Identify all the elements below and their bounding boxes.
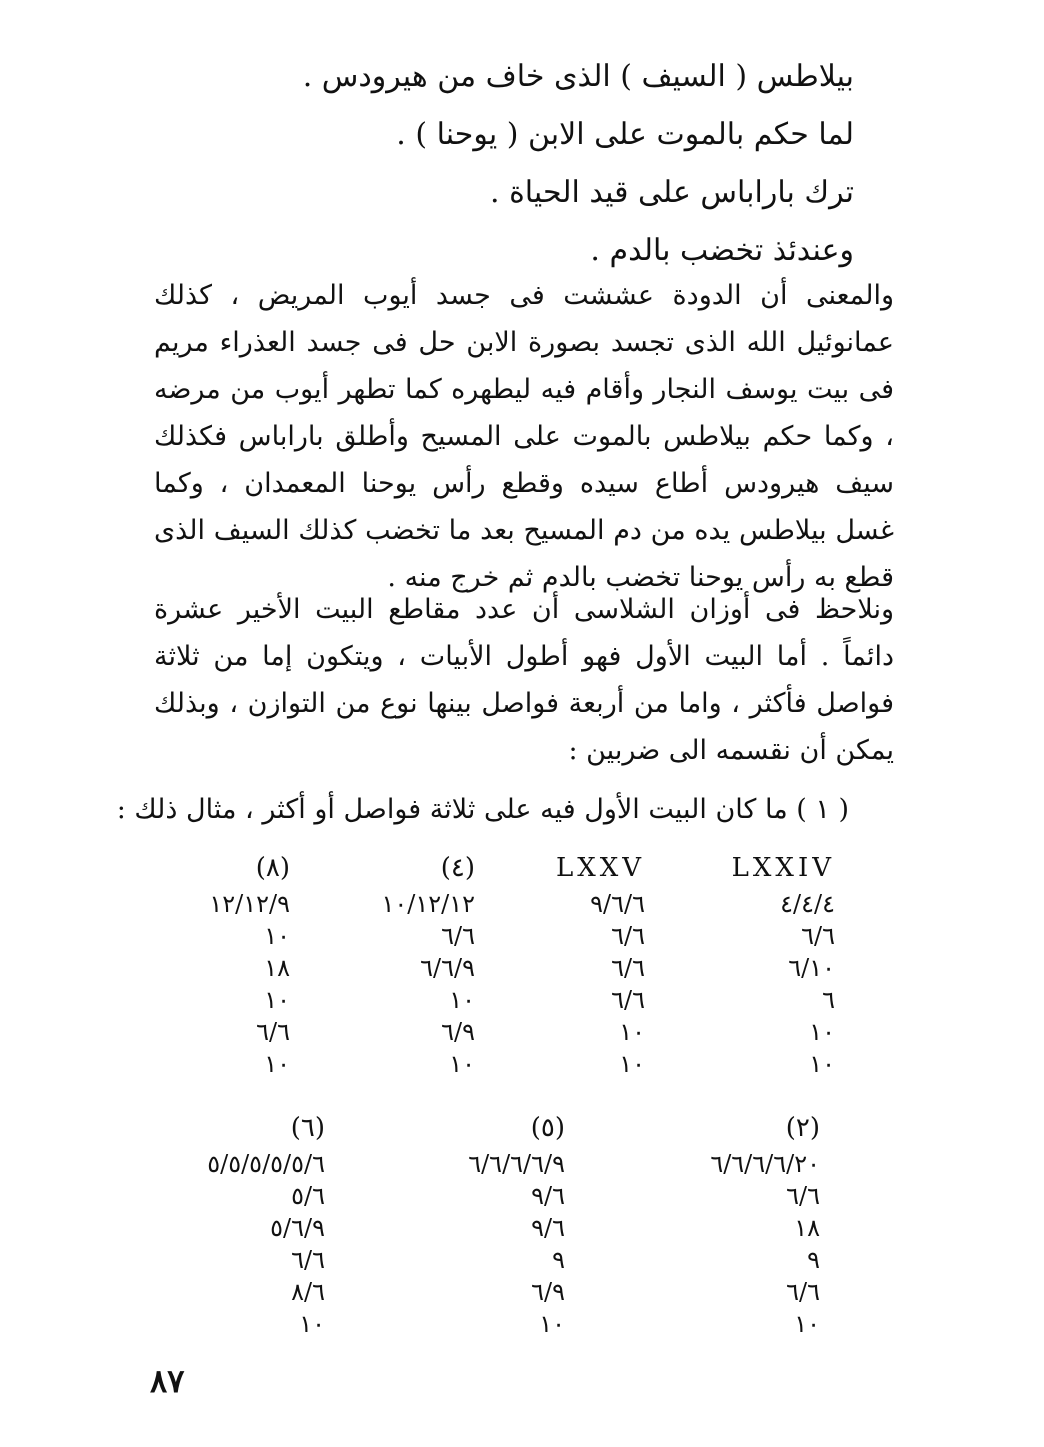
column-value: ٩/٦ [531, 1214, 565, 1242]
meter-column [615, 848, 835, 1080]
column-value: ١٠ [794, 1310, 820, 1338]
page-number: ٨٧ [150, 1362, 185, 1400]
column-value: ٥/٦/٩ [270, 1214, 325, 1242]
column-value: ٦ [822, 986, 835, 1014]
column-value: ٨/٦ [291, 1278, 325, 1306]
column-value: ١٠ [619, 1018, 645, 1046]
column-value: ٦/٩ [441, 1018, 475, 1046]
column-value: ١٠ [299, 1310, 325, 1338]
column-value: ١٨ [264, 954, 290, 982]
column-header: LXXIV [731, 853, 835, 883]
column-value: ٦/٦ [256, 1018, 290, 1046]
meter-column [105, 1108, 325, 1340]
column-value: ٦/١٠ [788, 954, 835, 982]
column-value: ٦/٦ [291, 1246, 325, 1274]
verse-line: بيلاطس ( السيف ) الذى خاف من هيرودس . [302, 59, 854, 94]
column-value: ١٠ [449, 1050, 475, 1078]
column-value: ٦/٦ [611, 986, 645, 1014]
column-value: ٦/٦ [611, 954, 645, 982]
column-value: ٦/٦ [786, 1182, 820, 1210]
column-value: ١٠ [539, 1310, 565, 1338]
column-value: ٩ [552, 1246, 565, 1274]
column-value: ١٨ [794, 1214, 820, 1242]
column-value: ١٠ [619, 1050, 645, 1078]
column-value: ١٠ [264, 922, 290, 950]
paragraph-meter: ونلاحظ فى أوزان الشلاسى أن عدد مقاطع البيت الأخير عشرة دائماً . أما البيت الأول فهو أطول الأبيات ، ويتكون إما من ثلاثة فواصل فأكثر ، واما من أربعة فواصل بينها نوع من التوازن ، وبذلك يمكن أن نقسمه الى ضربين : [154, 594, 894, 766]
column-header: (٨) [255, 853, 290, 883]
column-value: ٤/٤/٤ [780, 890, 835, 918]
column-value: ١٠ [809, 1050, 835, 1078]
example-intro: ( ١ ) ما كان البيت الأول فيه على ثلاثة فواصل أو أكثر ، مثال ذلك : [116, 794, 849, 825]
column-value: ٦/٦ [611, 922, 645, 950]
meter-column [345, 1108, 565, 1340]
column-value: ٩/٦/٦ [590, 890, 645, 918]
column-header: (٢) [785, 1113, 820, 1143]
column-value: ٥/٦ [291, 1182, 325, 1210]
column-header: (٦) [290, 1113, 325, 1143]
meter-column [600, 1108, 820, 1340]
column-header: (٤) [440, 853, 475, 883]
column-value: ٥/٥/٥/٥/٥/٦ [207, 1150, 325, 1178]
column-value: ١٠ [809, 1018, 835, 1046]
column-value: ١٠/١٢/١٢ [381, 890, 475, 918]
verse-line: ترك باراباس على قيد الحياة . [490, 175, 854, 210]
column-value: ٦/٦ [786, 1278, 820, 1306]
column-value: ١٠ [449, 986, 475, 1014]
column-value: ١٠ [264, 1050, 290, 1078]
column-value: ١٢/١٢/٩ [209, 890, 290, 918]
column-value: ٦/٦/٦/٦/٢٠ [710, 1150, 820, 1178]
paragraph-commentary: والمعنى أن الدودة عششت فى جسد أيوب المريض ، كذلك عمانوئيل الله الذى تجسد بصورة الابن حل فى جسد العذراء مريم فى بيت يوسف النجار وأقام فيه ليطهره كما تطهر أيوب من مرضه ، وكما حكم بيلاطس بالموت على المسيح وأطلق باراباس فكذلك سيف هيرودس أطاع سيده وقطع رأس يوحنا المعمدان ، وكما غسل بيلاطس يده من دم المسيح بعد ما تخضب كذلك السيف الذى قطع به رأس يوحنا تخضب بالدم ثم خرج منه . [154, 280, 894, 593]
column-value: ٦/٩ [531, 1278, 565, 1306]
column-header: LXXV [555, 853, 645, 883]
column-value: ٦/٦ [441, 922, 475, 950]
column-value: ٩/٦ [531, 1182, 565, 1210]
column-value: ٦/٦/٦/٦/٩ [468, 1150, 565, 1178]
column-value: ٦/٦ [801, 922, 835, 950]
verse-line: وعندئذ تخضب بالدم . [590, 233, 854, 268]
column-value: ٩ [807, 1246, 820, 1274]
meter-column [70, 848, 290, 1080]
column-value: ٦/٦/٩ [420, 954, 475, 982]
column-value: ١٠ [264, 986, 290, 1014]
verse-line: لما حكم بالموت على الابن ( يوحنا ) . [396, 117, 854, 152]
column-header: (٥) [530, 1113, 565, 1143]
